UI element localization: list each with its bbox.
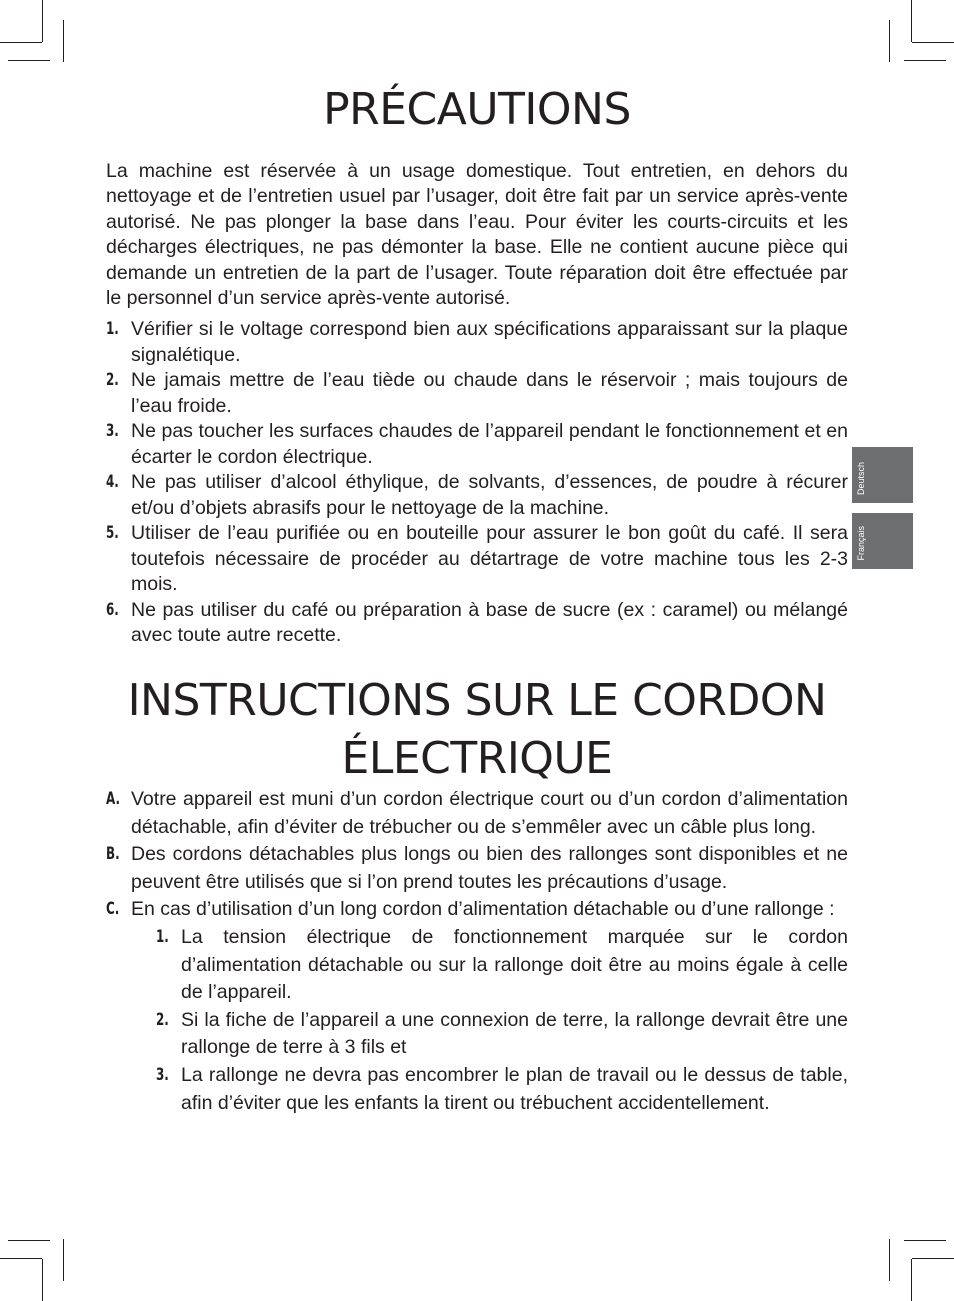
section-title-precautions: PRÉCAUTIONS [323,84,631,135]
intro-paragraph: La machine est réservée à un usage domestique. Tout entretien, en dehors du nettoyage et de l’entretien usuel par l’usager, doit être fait par un service après-vente autorisé. Ne pas plonger la base dans l’eau. Pour éviter les courts-circuits et les décharges électriques, ne pas démonter la base. Elle ne contient aucune pièce qui demande un entretien de la part de l’usager. Toute réparation doit être effectuée par le personnel d’un service après-vente autorisé. [106,159,848,309]
language-tab-deutsch[interactable] [852,447,913,503]
crop-mark [912,42,954,43]
crop-mark [8,1240,50,1241]
sub-item-text: La rallonge ne devra pas encombrer le plan de travail ou le dessus de table, afin d’éviter que les enfants la tirent ou trébuchent accidentellement. [181,1063,848,1114]
crop-mark [904,1240,946,1241]
crop-mark [911,1259,912,1301]
crop-mark [42,1259,43,1301]
item-number: 3. [106,421,119,441]
list-item [106,841,848,896]
item-number: 2. [106,370,119,390]
crop-mark [889,20,890,62]
item-text: Ne pas toucher les surfaces chaudes de l’appareil pendant le fonctionnement et en écarter le cordon électrique. [131,420,848,468]
sub-item-text: La tension électrique de fonctionnement marquée sur le cordon d’alimentation détachable ou sur la rallonge doit être au moins égale à celle de l’appareil. [181,925,848,1004]
list-item [106,470,848,521]
sub-list-item [131,1062,848,1117]
crop-mark [0,42,42,43]
item-number: 4. [106,472,119,492]
item-text: Ne pas utiliser du café ou préparation à base de sucre (ex : caramel) ou mélangé avec toute autre recette. [131,598,848,646]
item-text: Ne pas utiliser d’alcool éthylique, de solvants, d’essences, de poudre à récurer et/ou d’objets abrasifs pour le nettoyage de la machine. [131,471,848,519]
crop-mark [911,0,912,42]
sub-list-item [131,924,848,1007]
sub-list [131,924,848,1117]
language-tab-francais[interactable] [852,513,913,569]
item-letter: A. [106,789,121,809]
crop-mark [63,20,64,62]
section-title-cord-instructions [106,672,848,788]
crop-mark [8,60,50,61]
crop-mark [904,60,946,61]
language-tab-label: Deutsch [856,461,866,495]
crop-mark [0,1258,42,1259]
list-item [106,896,848,1117]
sub-item-number: 3. [156,1064,169,1085]
sub-item-number: 2. [156,1009,169,1030]
item-text: Vérifier si le voltage correspond bien aux spécifications apparaissant sur la plaque signalétique. [131,318,848,366]
list-item [106,317,848,368]
list-item [106,419,848,470]
crop-mark [42,0,43,42]
item-letter: B. [106,844,120,865]
sub-list-item [131,1007,848,1062]
list-item [106,598,848,649]
item-text: Utiliser de l’eau purifiée ou en bouteille pour assurer le bon goût du café. Il sera toutefois nécessaire de procéder au détartrage de votre machine tous les 2-3 mois. [131,522,848,595]
crop-mark [889,1239,890,1281]
list-item [106,521,848,598]
item-number: 5. [106,523,119,543]
title-line-1: INSTRUCTIONS SUR LE CORDON [127,675,827,726]
item-text: En cas d’utilisation d’un long cordon d’alimentation détachable ou d’une rallonge : [131,898,835,921]
item-text: Votre appareil est muni d’un cordon électrique court ou d’un cordon d’alimentation détachable, afin d’éviter de trébucher ou de s’emmêler avec un câble plus long. [131,788,848,838]
list-item [106,368,848,419]
item-letter: C. [106,899,120,920]
crop-mark [63,1239,64,1281]
item-text: Ne jamais mettre de l’eau tiède ou chaude dans le réservoir ; mais toujours de l’eau froide. [131,369,848,417]
item-number: 6. [106,599,119,620]
title-line-2: ÉLECTRIQUE [341,733,613,784]
sub-item-number: 1. [156,926,169,947]
sub-item-text: Si la fiche de l’appareil a une connexion de terre, la rallonge devrait être une rallonge de terre à 3 fils et [181,1008,848,1059]
language-tab-label: Français [856,526,866,561]
item-number: 1. [106,319,119,339]
precautions-list [106,317,848,649]
cord-instructions-list [106,786,848,1117]
crop-mark [912,1258,954,1259]
item-text: Des cordons détachables plus longs ou bien des rallonges sont disponibles et ne peuvent être utilisés que si l’on prend toutes les précautions d’usage. [131,843,848,893]
list-item [106,786,848,841]
